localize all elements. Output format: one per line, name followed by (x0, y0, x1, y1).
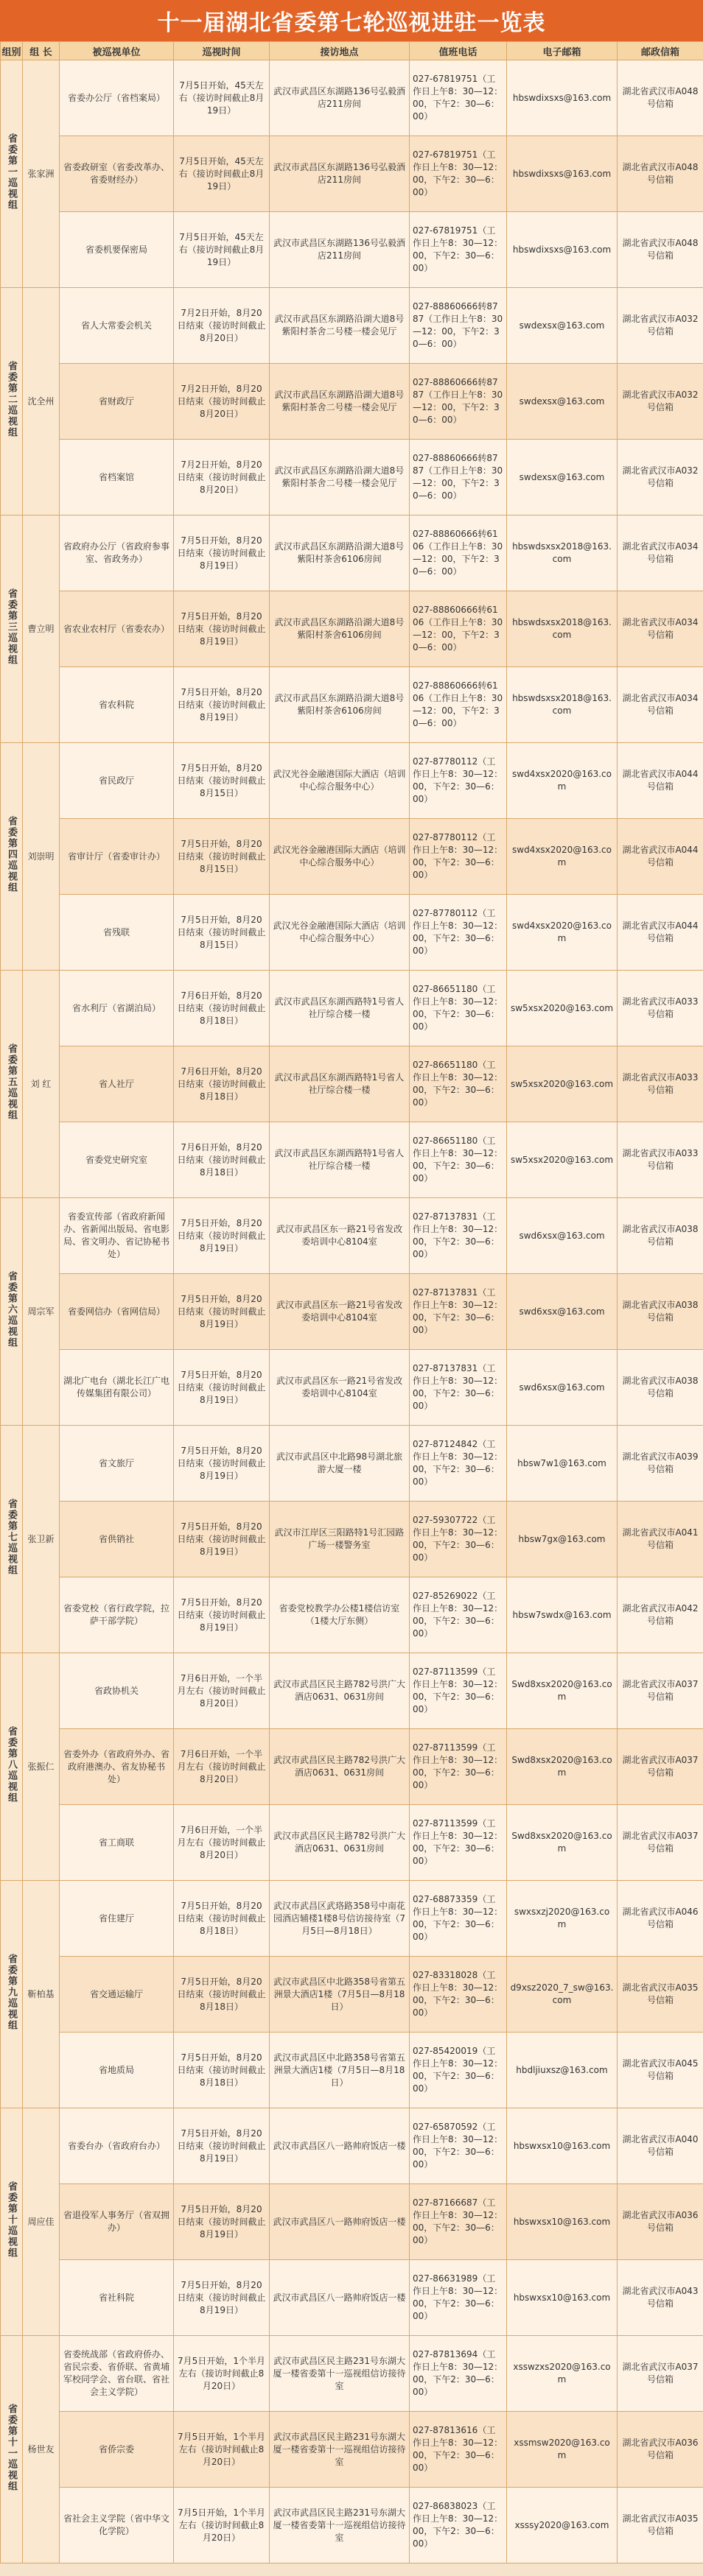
table-row (1, 743, 703, 819)
inspected-unit: 省政府办公厅（省政府参事室、省政务办） (60, 515, 174, 591)
postal-box: 湖北省武汉市A038号信箱 (618, 1198, 703, 1274)
inspected-unit: 省委党史研究室 (60, 1122, 174, 1198)
contact-email[interactable]: swd6xsx@163.com (507, 1198, 618, 1274)
contact-email[interactable]: hbswxsx10@163.com (507, 2184, 618, 2260)
header-email: 电子邮箱 (507, 42, 618, 60)
inspected-unit: 省住建厅 (60, 1881, 174, 1957)
postal-box: 湖北省武汉市A036号信箱 (618, 2412, 703, 2488)
visit-location: 武汉市武昌区民主路231号东湖大厦一楼省委第十一巡视组信访接待室 (270, 2336, 410, 2412)
visit-location: 武汉市武昌区东一路21号省发改委培训中心8104室 (270, 1274, 410, 1350)
group-name: 省委第四巡视组 (6, 816, 17, 893)
table-row (1, 1046, 703, 1122)
duty-phone: 027-87113599（工作日上午8：30—12：00，下午2：30—6：00） (410, 1653, 507, 1729)
inspection-time: 7月2日开始，8月20日结束（接访时间截止8月20日） (174, 288, 270, 364)
group-leader: 靳柏基 (23, 1881, 60, 2108)
contact-email[interactable]: hbsw7swdx@163.com (507, 1577, 618, 1653)
visit-location: 武汉市武昌区民主路782号洪广大酒店0631、0631房间 (270, 1729, 410, 1805)
inspected-unit: 省档案馆 (60, 440, 174, 515)
contact-email[interactable]: swd6xsx@163.com (507, 1350, 618, 1426)
visit-location: 武汉市武昌区民主路231号东湖大厦一楼省委第十一巡视组信访接待室 (270, 2412, 410, 2488)
duty-phone: 027-87813616（工作日上午8：30—12：00，下午2：30—6：00） (410, 2412, 507, 2488)
table-row (1, 2488, 703, 2563)
table-row (1, 2412, 703, 2488)
postal-box: 湖北省武汉市A045号信箱 (618, 2033, 703, 2108)
contact-email[interactable]: swd4xsx2020@163.com (507, 819, 618, 895)
contact-email[interactable]: sw5xsx2020@163.com (507, 1046, 618, 1122)
postal-box: 湖北省武汉市A037号信箱 (618, 2336, 703, 2412)
duty-phone: 027-85269022（工作日上午8：30—12：00，下午2：30—6：00） (410, 1577, 507, 1653)
duty-phone: 027-67819751（工作日上午8：30—12：00，下午2：30—6：00） (410, 136, 507, 212)
group-leader: 张振仁 (23, 1653, 60, 1881)
visit-location: 武汉市武昌区东湖西路特1号省人社厅综合楼一楼 (270, 971, 410, 1046)
inspected-unit: 省委统战部（省政府侨办、省民宗委、省侨联、省黄埔军校同学会、省台联、省社会主义学院） (60, 2336, 174, 2412)
inspected-unit: 省委办公厅（省档案局） (60, 60, 174, 136)
inspected-unit: 省民政厅 (60, 743, 174, 819)
table-row (1, 591, 703, 667)
postal-box: 湖北省武汉市A032号信箱 (618, 288, 703, 364)
header-mailbox: 邮政信箱 (618, 42, 703, 60)
visit-location: 武汉市武昌区武珞路358号中南花园酒店辅楼1楼8号信访接待室（7月5日—8月18日） (270, 1881, 410, 1957)
postal-box: 湖北省武汉市A038号信箱 (618, 1350, 703, 1426)
duty-phone: 027-65870592（工作日上午8：30—12：00，下午2：30—6：00） (410, 2108, 507, 2184)
visit-location: 武汉市武昌区东湖路沿湖大道8号紫阳村茶舍6106房间 (270, 591, 410, 667)
table-row (1, 1957, 703, 2033)
duty-phone: 027-67819751（工作日上午8：30—12：00，下午2：30—6：00） (410, 60, 507, 136)
duty-phone: 027-87780112（工作日上午8：30—12：00，下午2：30—6：00） (410, 895, 507, 971)
inspection-time: 7月5日开始，8月20日结束（接访时间截止8月15日） (174, 743, 270, 819)
postal-box: 湖北省武汉市A041号信箱 (618, 1502, 703, 1577)
table-row (1, 2336, 703, 2412)
table-row (1, 60, 703, 136)
postal-box: 湖北省武汉市A037号信箱 (618, 1653, 703, 1729)
contact-email[interactable]: swd4xsx2020@163.com (507, 895, 618, 971)
visit-location: 武汉市武昌区东湖路沿湖大道8号紫阳村茶舍二号楼一楼会见厅 (270, 440, 410, 515)
table-row (1, 1653, 703, 1729)
group-name-cell (1, 1426, 23, 1653)
visit-location: 武汉市武昌区中北路358号省第五洲景大酒店1楼（7月5日—8月18日） (270, 1957, 410, 2033)
postal-box: 湖北省武汉市A048号信箱 (618, 212, 703, 288)
header-leader: 组 长 (23, 42, 60, 60)
inspection-time: 7月5日开始，8月20日结束（接访时间截止8月19日） (174, 515, 270, 591)
inspection-time: 7月5日开始，8月20日结束（接访时间截止8月18日） (174, 1881, 270, 1957)
duty-phone: 027-87137831（工作日上午8：30—12：00，下午2：30—6：00） (410, 1274, 507, 1350)
duty-phone: 027-88860666转8787（工作日上午8：30—12：00，下午2：30—6：00） (410, 364, 507, 440)
table-row (1, 364, 703, 440)
inspection-time: 7月6日开始，一个半月左右（接访时间截止8月20日） (174, 1729, 270, 1805)
visit-location: 武汉市武昌区东一路21号省发改委培训中心8104室 (270, 1350, 410, 1426)
group-name: 省委第十一巡视组 (6, 2403, 17, 2492)
group-name: 省委第十巡视组 (6, 2181, 17, 2259)
table-row (1, 2108, 703, 2184)
inspected-unit: 省人社厅 (60, 1046, 174, 1122)
group-name-cell (1, 1653, 23, 1881)
postal-box: 湖北省武汉市A046号信箱 (618, 1881, 703, 1957)
inspection-time: 7月5日开始，8月20日结束（接访时间截止8月19日） (174, 2108, 270, 2184)
duty-phone: 027-87166687（工作日上午8：30—12：00，下午2：30—6：00） (410, 2184, 507, 2260)
postal-box: 湖北省武汉市A038号信箱 (618, 1274, 703, 1350)
visit-location: 武汉市武昌区东湖路136号弘毅酒店211房间 (270, 60, 410, 136)
table-row (1, 440, 703, 515)
group-leader: 沈全州 (23, 288, 60, 515)
duty-phone: 027-86651180（工作日上午8：30—12：00，下午2：30—6：00） (410, 1046, 507, 1122)
table-row (1, 515, 703, 591)
inspection-time: 7月5日开始，8月20日结束（接访时间截止8月15日） (174, 819, 270, 895)
inspection-time: 7月5日开始，8月20日结束（接访时间截止8月19日） (174, 1502, 270, 1577)
contact-email[interactable]: hbdljiuxsz@163.com (507, 2033, 618, 2108)
visit-location: 武汉市武昌区民主路231号东湖大厦一楼省委第十一巡视组信访接待室 (270, 2488, 410, 2563)
group-leader: 刘崇明 (23, 743, 60, 971)
duty-phone: 027-88860666转8787（工作日上午8：30—12：00，下午2：30—6：00） (410, 288, 507, 364)
group-name-cell (1, 60, 23, 288)
visit-location: 武汉市江岸区三阳路特1号汇园路广场一楼警务室 (270, 1502, 410, 1577)
inspected-unit: 省财政厅 (60, 364, 174, 440)
contact-email[interactable]: hbswxsx10@163.com (507, 2260, 618, 2336)
visit-location: 武汉光谷金融港国际大酒店（培训中心综合服务中心） (270, 743, 410, 819)
inspection-time: 7月5日开始，1个半月左右（接访时间截止8月20日） (174, 2412, 270, 2488)
inspected-unit: 省人大常委会机关 (60, 288, 174, 364)
duty-phone: 027-88860666转6106（工作日上午8：30—12：00，下午2：30—6：00） (410, 515, 507, 591)
inspection-time: 7月6日开始，8月20日结束（接访时间截止8月18日） (174, 971, 270, 1046)
table-row (1, 667, 703, 743)
group-name: 省委第二巡视组 (6, 361, 17, 438)
inspected-unit: 省农业农村厅（省委农办） (60, 591, 174, 667)
contact-email[interactable]: swxsxzj2020@163.com (507, 1881, 618, 1957)
duty-phone: 027-86651180（工作日上午8：30—12：00，下午2：30—6：00） (410, 971, 507, 1046)
inspection-time: 7月5日开始，8月20日结束（接访时间截止8月19日） (174, 1577, 270, 1653)
postal-box: 湖北省武汉市A044号信箱 (618, 895, 703, 971)
table-row (1, 1198, 703, 1274)
inspection-time: 7月6日开始，8月20日结束（接访时间截止8月18日） (174, 1046, 270, 1122)
postal-box: 湖北省武汉市A042号信箱 (618, 1577, 703, 1653)
contact-email[interactable]: hbsw7w1@163.com (507, 1426, 618, 1502)
inspection-time: 7月5日开始，8月20日结束（接访时间截止8月18日） (174, 1957, 270, 2033)
group-name: 省委第三巡视组 (6, 588, 17, 666)
inspected-unit: 省委台办（省政府台办） (60, 2108, 174, 2184)
contact-email[interactable]: Swd8xsx2020@163.com (507, 1805, 618, 1881)
inspected-unit: 省侨宗委 (60, 2412, 174, 2488)
inspected-unit: 省水利厅（省湖泊局） (60, 971, 174, 1046)
inspection-time: 7月6日开始，一个半月左右（接访时间截止8月20日） (174, 1653, 270, 1729)
inspected-unit: 省委党校（省行政学院，拉萨干部学院） (60, 1577, 174, 1653)
header-unit: 被巡视单位 (60, 42, 174, 60)
contact-email[interactable]: swdexsx@163.com (507, 440, 618, 515)
visit-location: 武汉市武昌区八一路帅府饭店一楼 (270, 2108, 410, 2184)
contact-email[interactable]: swd6xsx@163.com (507, 1274, 618, 1350)
inspected-unit: 省审计厅（省委审计办） (60, 819, 174, 895)
group-name-cell (1, 288, 23, 515)
group-name-cell (1, 1198, 23, 1426)
table-row (1, 1122, 703, 1198)
duty-phone: 027-87137831（工作日上午8：30—12：00，下午2：30—6：00） (410, 1350, 507, 1426)
postal-box: 湖北省武汉市A037号信箱 (618, 1729, 703, 1805)
inspection-time: 7月5日开始，8月20日结束（接访时间截止8月19日） (174, 2260, 270, 2336)
duty-phone: 027-86651180（工作日上午8：30—12：00，下午2：30—6：00） (410, 1122, 507, 1198)
visit-location: 武汉市武昌区中北路98号湖北旅游大厦一楼 (270, 1426, 410, 1502)
inspection-time: 7月5日开始，8月20日结束（接访时间截止8月19日） (174, 591, 270, 667)
header-time: 巡视时间 (174, 42, 270, 60)
contact-email[interactable]: swd4xsx2020@163.com (507, 743, 618, 819)
visit-location: 武汉市武昌区中北路358号省第五洲景大酒店1楼（7月5日—8月18日） (270, 2033, 410, 2108)
inspected-unit: 省残联 (60, 895, 174, 971)
visit-location: 武汉市武昌区东湖路136号弘毅酒店211房间 (270, 212, 410, 288)
inspected-unit: 省社会主义学院（省中华文化学院） (60, 2488, 174, 2563)
duty-phone: 027-67819751（工作日上午8：30—12：00，下午2：30—6：00） (410, 212, 507, 288)
visit-location: 武汉市武昌区东湖路沿湖大道8号紫阳村茶舍二号楼一楼会见厅 (270, 364, 410, 440)
inspected-unit: 省供销社 (60, 1502, 174, 1577)
inspected-unit: 省退役军人事务厅（省双拥办） (60, 2184, 174, 2260)
duty-phone: 027-88860666转6106（工作日上午8：30—12：00，下午2：30—6：00） (410, 667, 507, 743)
contact-email[interactable]: hbswdsxsx2018@163.com (507, 515, 618, 591)
contact-email[interactable]: Swd8xsx2020@163.com (507, 1653, 618, 1729)
inspected-unit: 省委网信办（省网信局） (60, 1274, 174, 1350)
visit-location: 武汉市武昌区八一路帅府饭店一楼 (270, 2260, 410, 2336)
postal-box: 湖北省武汉市A034号信箱 (618, 667, 703, 743)
inspection-time: 7月6日开始，一个半月左右（接访时间截止8月20日） (174, 1805, 270, 1881)
inspection-time: 7月6日开始，8月20日结束（接访时间截止8月18日） (174, 1122, 270, 1198)
postal-box: 湖北省武汉市A044号信箱 (618, 743, 703, 819)
duty-phone: 027-88860666转6106（工作日上午8：30—12：00，下午2：30—6：00） (410, 591, 507, 667)
table-row (1, 136, 703, 212)
group-name: 省委第七巡视组 (6, 1499, 17, 1576)
inspection-time: 7月5日开始，45天左右（接访时间截止8月19日） (174, 136, 270, 212)
postal-box: 湖北省武汉市A037号信箱 (618, 1805, 703, 1881)
inspection-time: 7月5日开始，8月20日结束（接访时间截止8月19日） (174, 667, 270, 743)
visit-location: 武汉市武昌区东湖路136号弘毅酒店211房间 (270, 136, 410, 212)
inspection-time: 7月5日开始，1个半月左右（接访时间截止8月20日） (174, 2488, 270, 2563)
inspected-unit: 湖北广电台（湖北长江广电传媒集团有限公司） (60, 1350, 174, 1426)
table-row (1, 1350, 703, 1426)
duty-phone: 027-86838023（工作日上午8：30—12：00，下午2：30—6：00） (410, 2488, 507, 2563)
group-name-cell (1, 743, 23, 971)
postal-box: 湖北省武汉市A032号信箱 (618, 440, 703, 515)
visit-location: 武汉市武昌区东湖路沿湖大道8号紫阳村茶舍6106房间 (270, 667, 410, 743)
visit-location: 武汉市武昌区东湖路沿湖大道8号紫阳村茶舍6106房间 (270, 515, 410, 591)
duty-phone: 027-87780112（工作日上午8：30—12：00，下午2：30—6：00） (410, 819, 507, 895)
inspected-unit: 省委宣传部（省政府新闻办、省新闻出版局、省电影局、省文明办、省记协秘书处） (60, 1198, 174, 1274)
contact-email[interactable]: hbswxsx10@163.com (507, 2108, 618, 2184)
postal-box: 湖北省武汉市A034号信箱 (618, 515, 703, 591)
inspected-unit: 省委外办（省政府外办、省政府港澳办、省友协秘书处） (60, 1729, 174, 1805)
postal-box: 湖北省武汉市A044号信箱 (618, 819, 703, 895)
group-name: 省委第九巡视组 (6, 1954, 17, 2031)
visit-location: 省委党校教学办公楼1楼信访室（1楼大厅东侧） (270, 1577, 410, 1653)
inspection-table (0, 41, 703, 2563)
postal-box: 湖北省武汉市A048号信箱 (618, 60, 703, 136)
duty-phone: 027-86631989（工作日上午8：30—12：00，下午2：30—6：00） (410, 2260, 507, 2336)
table-row (1, 971, 703, 1046)
duty-phone: 027-85420019（工作日上午8：30—12：00，下午2：30—6：00） (410, 2033, 507, 2108)
inspection-time: 7月2日开始，8月20日结束（接访时间截止8月20日） (174, 440, 270, 515)
group-leader: 张家洲 (23, 60, 60, 288)
group-leader: 张卫新 (23, 1426, 60, 1653)
visit-location: 武汉光谷金融港国际大酒店（培训中心综合服务中心） (270, 895, 410, 971)
table-row (1, 1426, 703, 1502)
inspected-unit: 省地质局 (60, 2033, 174, 2108)
group-name: 省委第六巡视组 (6, 1271, 17, 1348)
contact-email[interactable]: swdexsx@163.com (507, 288, 618, 364)
inspection-time: 7月5日开始，1个半月左右（接访时间截止8月20日） (174, 2336, 270, 2412)
visit-location: 武汉市武昌区东湖西路特1号省人社厅综合楼一楼 (270, 1046, 410, 1122)
duty-phone: 027-59307722（工作日上午8：30—12：00，下午2：30—6：00） (410, 1502, 507, 1577)
contact-email[interactable]: sw5xsx2020@163.com (507, 971, 618, 1046)
inspected-unit: 省文旅厅 (60, 1426, 174, 1502)
group-name: 省委第八巡视组 (6, 1726, 17, 1803)
contact-email[interactable]: Swd8xsx2020@163.com (507, 1729, 618, 1805)
table-row (1, 1729, 703, 1805)
contact-email[interactable]: d9xsz2020_7_sw@163.com (507, 1957, 618, 2033)
postal-box: 湖北省武汉市A032号信箱 (618, 364, 703, 440)
duty-phone: 027-87113599（工作日上午8：30—12：00，下午2：30—6：00） (410, 1729, 507, 1805)
group-name-cell (1, 515, 23, 743)
table-row (1, 212, 703, 288)
table-row (1, 288, 703, 364)
table-body (1, 60, 703, 2563)
contact-email[interactable]: hbswdsxsx2018@163.com (507, 667, 618, 743)
visit-location: 武汉市武昌区东湖路沿湖大道8号紫阳村茶舍二号楼一楼会见厅 (270, 288, 410, 364)
contact-email[interactable]: hbsw7gx@163.com (507, 1502, 618, 1577)
postal-box: 湖北省武汉市A048号信箱 (618, 136, 703, 212)
header-phone: 值班电话 (410, 42, 507, 60)
inspection-time: 7月5日开始，8月20日结束（接访时间截止8月19日） (174, 1198, 270, 1274)
inspected-unit: 省委政研室（省委改革办、省委财经办） (60, 136, 174, 212)
contact-email[interactable]: xsswzxs2020@163.com (507, 2336, 618, 2412)
postal-box: 湖北省武汉市A040号信箱 (618, 2108, 703, 2184)
duty-phone: 027-87124842（工作日上午8：30—12：00，下午2：30—6：00） (410, 1426, 507, 1502)
group-leader: 曹立明 (23, 515, 60, 743)
group-name: 省委第五巡视组 (6, 1044, 17, 1121)
group-name-cell (1, 2108, 23, 2336)
postal-box: 湖北省武汉市A033号信箱 (618, 1046, 703, 1122)
contact-email[interactable]: xsssy2020@163.com (507, 2488, 618, 2563)
postal-box: 湖北省武汉市A043号信箱 (618, 2260, 703, 2336)
inspection-time: 7月5日开始，8月20日结束（接访时间截止8月19日） (174, 1426, 270, 1502)
table-row (1, 2184, 703, 2260)
table-row (1, 1577, 703, 1653)
visit-location: 武汉光谷金融港国际大酒店（培训中心综合服务中心） (270, 819, 410, 895)
inspection-time: 7月5日开始，8月20日结束（接访时间截止8月15日） (174, 895, 270, 971)
postal-box: 湖北省武汉市A035号信箱 (618, 2488, 703, 2563)
postal-box: 湖北省武汉市A033号信箱 (618, 1122, 703, 1198)
postal-box: 湖北省武汉市A036号信箱 (618, 2184, 703, 2260)
visit-location: 武汉市武昌区民主路782号洪广大酒店0631、0631房间 (270, 1653, 410, 1729)
inspection-time: 7月5日开始，8月20日结束（接访时间截止8月19日） (174, 1274, 270, 1350)
inspected-unit: 省交通运输厅 (60, 1957, 174, 2033)
table-row (1, 1502, 703, 1577)
inspection-time: 7月5日开始，8月20日结束（接访时间截止8月19日） (174, 1350, 270, 1426)
duty-phone: 027-83318028（工作日上午8：30—12：00，下午2：30—6：00） (410, 1957, 507, 2033)
inspected-unit: 省农科院 (60, 667, 174, 743)
inspection-time: 7月5日开始，8月20日结束（接访时间截止8月18日） (174, 2033, 270, 2108)
header-group: 组别 (1, 42, 23, 60)
postal-box: 湖北省武汉市A039号信箱 (618, 1426, 703, 1502)
page-title: 十一届湖北省委第七轮巡视进驻一览表 (0, 0, 703, 41)
postal-box: 湖北省武汉市A033号信箱 (618, 971, 703, 1046)
inspected-unit: 省工商联 (60, 1805, 174, 1881)
table-header-row (1, 42, 703, 60)
header-place: 接访地点 (270, 42, 410, 60)
duty-phone: 027-88860666转8787（工作日上午8：30—12：00，下午2：30—6：00） (410, 440, 507, 515)
inspected-unit: 省政协机关 (60, 1653, 174, 1729)
table-row (1, 2260, 703, 2336)
inspected-unit: 省委机要保密局 (60, 212, 174, 288)
contact-email[interactable]: hbswdixsxs@163.com (507, 60, 618, 136)
duty-phone: 027-87113599（工作日上午8：30—12：00，下午2：30—6：00） (410, 1805, 507, 1881)
contact-email[interactable]: sw5xsx2020@163.com (507, 1122, 618, 1198)
contact-email[interactable]: hbswdsxsx2018@163.com (507, 591, 618, 667)
inspection-time: 7月5日开始，45天左右（接访时间截止8月19日） (174, 60, 270, 136)
duty-phone: 027-87780112（工作日上午8：30—12：00，下午2：30—6：00） (410, 743, 507, 819)
group-leader: 周宗军 (23, 1198, 60, 1426)
group-leader: 刘 红 (23, 971, 60, 1198)
visit-location: 武汉市武昌区八一路帅府饭店一楼 (270, 2184, 410, 2260)
visit-location: 武汉市武昌区民主路782号洪广大酒店0631、0631房间 (270, 1805, 410, 1881)
inspection-time: 7月2日开始，8月20日结束（接访时间截止8月20日） (174, 364, 270, 440)
table-row (1, 895, 703, 971)
duty-phone: 027-87137831（工作日上午8：30—12：00，下午2：30—6：00） (410, 1198, 507, 1274)
duty-phone: 027-87813694（工作日上午8：30—12：00，下午2：30—6：00） (410, 2336, 507, 2412)
inspection-time: 7月5日开始，45天左右（接访时间截止8月19日） (174, 212, 270, 288)
table-row (1, 1881, 703, 1957)
group-name-cell (1, 1881, 23, 2108)
visit-location: 武汉市武昌区东湖西路特1号省人社厅综合楼一楼 (270, 1122, 410, 1198)
visit-location: 武汉市武昌区东一路21号省发改委培训中心8104室 (270, 1198, 410, 1274)
table-row (1, 1274, 703, 1350)
postal-box: 湖北省武汉市A035号信箱 (618, 1957, 703, 2033)
postal-box: 湖北省武汉市A034号信箱 (618, 591, 703, 667)
group-leader: 周应佳 (23, 2108, 60, 2336)
table-row (1, 2033, 703, 2108)
table-row (1, 819, 703, 895)
duty-phone: 027-68873359（工作日上午8：30—12：00，下午2：30—6：00） (410, 1881, 507, 1957)
contact-email[interactable]: hbswdixsxs@163.com (507, 136, 618, 212)
group-name-cell (1, 971, 23, 1198)
group-leader: 杨世友 (23, 2336, 60, 2563)
contact-email[interactable]: swdexsx@163.com (507, 364, 618, 440)
contact-email[interactable]: xssmsw2020@163.com (507, 2412, 618, 2488)
inspected-unit: 省社科院 (60, 2260, 174, 2336)
table-row (1, 1805, 703, 1881)
inspection-time: 7月5日开始，8月20日结束（接访时间截止8月19日） (174, 2184, 270, 2260)
group-name-cell (1, 2336, 23, 2563)
group-name: 省委第一巡视组 (6, 133, 17, 211)
contact-email[interactable]: hbswdixsxs@163.com (507, 212, 618, 288)
